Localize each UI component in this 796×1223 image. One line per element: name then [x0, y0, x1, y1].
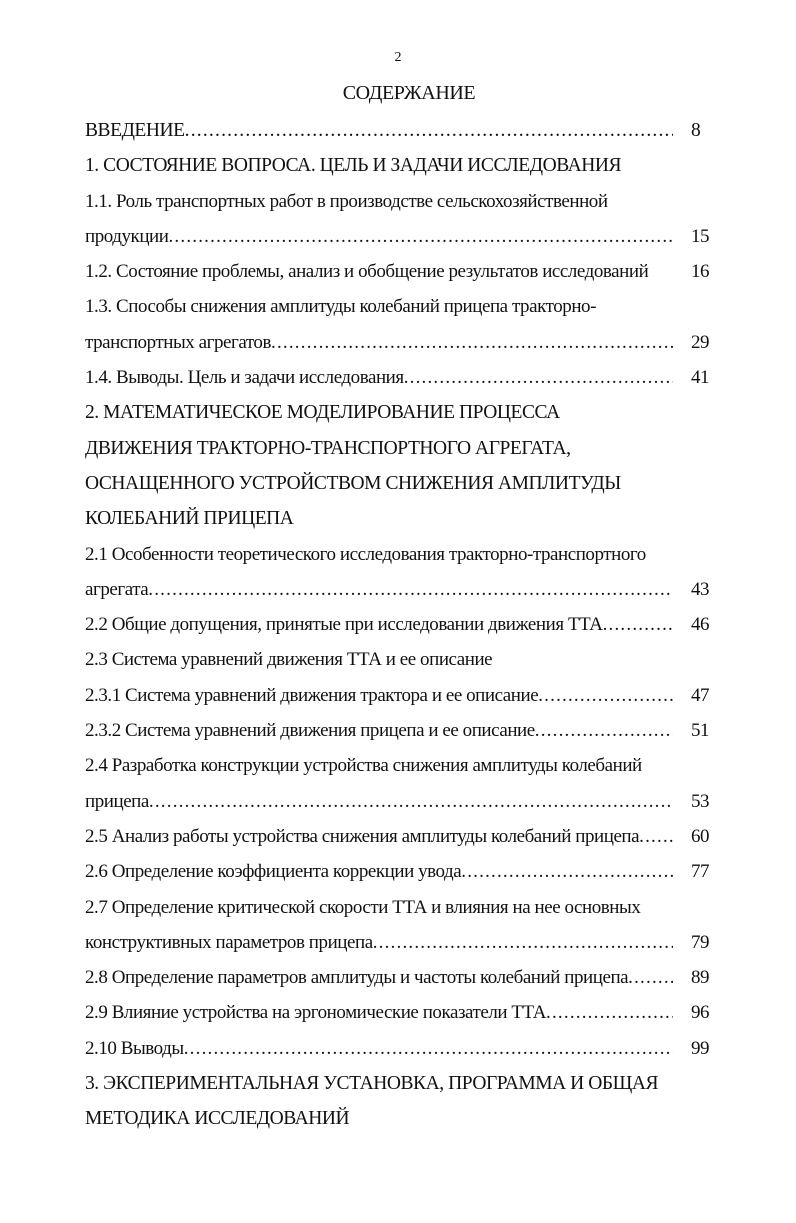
toc-entry — [85, 642, 725, 677]
toc-entry-page: 96 — [691, 1002, 710, 1024]
dot-leader — [148, 572, 673, 607]
dot-leader — [149, 784, 673, 819]
toc-entry-label: 2. МАТЕМАТИЧЕСКОЕ МОДЕЛИРОВАНИЕ ПРОЦЕССА — [85, 402, 560, 424]
dot-leader — [538, 678, 673, 713]
toc-entry-label: 2.2 Общие допущения, принятые при исследовании движения ТТА — [85, 614, 603, 636]
toc-entry — [85, 395, 725, 430]
dot-leader — [404, 360, 673, 395]
dot-leader — [168, 219, 673, 254]
toc-entry-page: 41 — [691, 367, 710, 389]
toc-entry-label: 2.10 Выводы — [85, 1037, 184, 1059]
toc-entry-label: 1.1. Роль транспортных работ в производстве сельскохозяйственной — [85, 190, 608, 212]
toc-entry-page: 29 — [691, 331, 710, 353]
toc-entry-label: 3. ЭКСПЕРИМЕНТАЛЬНАЯ УСТАНОВКА, ПРОГРАММА И ОБЩАЯ — [85, 1073, 659, 1095]
toc-entry-label: 2.3.2 Система уравнений движения прицепа и ее описание — [85, 720, 535, 742]
toc-entry — [85, 219, 725, 254]
toc-entry-page: 89 — [691, 967, 710, 989]
dot-leader — [639, 819, 673, 854]
toc-entry — [85, 431, 725, 466]
toc-entry-page: 43 — [691, 578, 710, 600]
toc-entry — [85, 854, 725, 889]
toc-entry-page: 60 — [691, 825, 710, 847]
toc-entry — [85, 572, 725, 607]
toc-entry — [85, 925, 725, 960]
toc-entry — [85, 678, 725, 713]
toc-entry — [85, 1101, 725, 1136]
toc-entry-label: ДВИЖЕНИЯ ТРАКТОРНО-ТРАНСПОРТНОГО АГРЕГАТА, — [85, 437, 571, 459]
toc-entry-label: 2.1 Особенности теоретического исследования тракторно-транспортного — [85, 543, 646, 565]
dot-leader — [185, 113, 673, 148]
toc-entry — [85, 537, 725, 572]
toc-entry — [85, 960, 725, 995]
toc-entry-page: 15 — [691, 225, 710, 247]
toc-entry — [85, 148, 725, 183]
toc-entry — [85, 1066, 725, 1101]
toc-entry — [85, 254, 725, 289]
toc-entry-label: агрегата — [85, 578, 149, 600]
dot-leader — [546, 995, 673, 1030]
toc-entry — [85, 890, 725, 925]
toc-entry — [85, 360, 725, 395]
toc-entry — [85, 1031, 725, 1066]
toc-entry — [85, 607, 725, 642]
toc-entry-label: 2.5 Анализ работы устройства снижения амплитуды колебаний прицепа — [85, 825, 640, 847]
dot-leader — [603, 607, 673, 642]
toc-entry-page: 47 — [691, 684, 710, 706]
toc-entry-label: ВВЕДЕНИЕ — [85, 120, 185, 141]
toc-entry-label: ОСНАЩЕННОГО УСТРОЙСТВОМ СНИЖЕНИЯ АМПЛИТУДЫ — [85, 472, 621, 494]
toc-entry-page: 8 — [691, 120, 701, 141]
toc-entry — [85, 184, 725, 219]
toc-entry-label: продукции — [85, 225, 169, 247]
toc-entry-page: 46 — [691, 614, 710, 636]
dot-leader — [184, 1031, 673, 1066]
toc-entry-label: 2.3.1 Система уравнений движения трактора и ее описание — [85, 684, 539, 706]
toc-entry — [85, 113, 725, 148]
toc-entry-page: 16 — [691, 261, 710, 283]
toc-entry-label: 1.2. Состояние проблемы, анализ и обобщение результатов исследований — [85, 261, 649, 283]
toc-entry-label: 2.7 Определение критической скорости ТТА и влияния на нее основных — [85, 896, 641, 918]
toc-entry-label: 2.9 Влияние устройства на эргономические показатели ТТА — [85, 1002, 547, 1024]
dot-leader — [271, 325, 673, 360]
toc-entry-label: КОЛЕБАНИЙ ПРИЦЕПА — [85, 508, 294, 530]
page-number: 2 — [394, 50, 402, 65]
dot-leader — [535, 713, 673, 748]
toc-entry-label: конструктивных параметров прицепа — [85, 931, 373, 953]
toc-entry-label: 2.3 Система уравнений движения ТТА и ее описание — [85, 649, 493, 671]
toc-entry-page: 79 — [691, 931, 710, 953]
toc-entry — [85, 289, 725, 324]
toc-entry-page: 51 — [691, 720, 710, 742]
toc-entry-label: 1. СОСТОЯНИЕ ВОПРОСА. ЦЕЛЬ И ЗАДАЧИ ИССЛЕДОВАНИЯ — [85, 155, 622, 177]
toc-entry — [85, 819, 725, 854]
toc-entry — [85, 995, 725, 1030]
toc-entry — [85, 713, 725, 748]
toc-entry-label: транспортных агрегатов — [85, 331, 271, 353]
toc-entry-label: 2.8 Определение параметров амплитуды и частоты колебаний прицепа — [85, 967, 629, 989]
toc-entry — [85, 325, 725, 360]
dot-leader — [373, 925, 673, 960]
toc-entry-label: 2.4 Разработка конструкции устройства снижения амплитуды колебаний — [85, 755, 642, 777]
toc-entry — [85, 784, 725, 819]
toc-entry-label: прицепа — [85, 790, 149, 812]
toc-entry — [85, 501, 725, 536]
toc-entry-label: 1.3. Способы снижения амплитуды колебаний прицепа тракторно- — [85, 296, 596, 318]
toc-entry — [85, 466, 725, 501]
toc-entry-page: 53 — [691, 790, 710, 812]
table-of-contents — [85, 113, 725, 1137]
toc-entry-page: 77 — [691, 861, 710, 883]
toc-entry-label: МЕТОДИКА ИССЛЕДОВАНИЙ — [85, 1108, 350, 1130]
toc-entry-label: 2.6 Определение коэффициента коррекции увода — [85, 861, 462, 883]
toc-entry-label: 1.4. Выводы. Цель и задачи исследования — [85, 367, 404, 389]
toc-entry — [85, 748, 725, 783]
page-title: СОДЕРЖАНИЕ — [342, 82, 476, 104]
toc-entry-page: 99 — [691, 1037, 710, 1059]
dot-leader — [461, 854, 673, 889]
dot-leader — [628, 960, 673, 995]
